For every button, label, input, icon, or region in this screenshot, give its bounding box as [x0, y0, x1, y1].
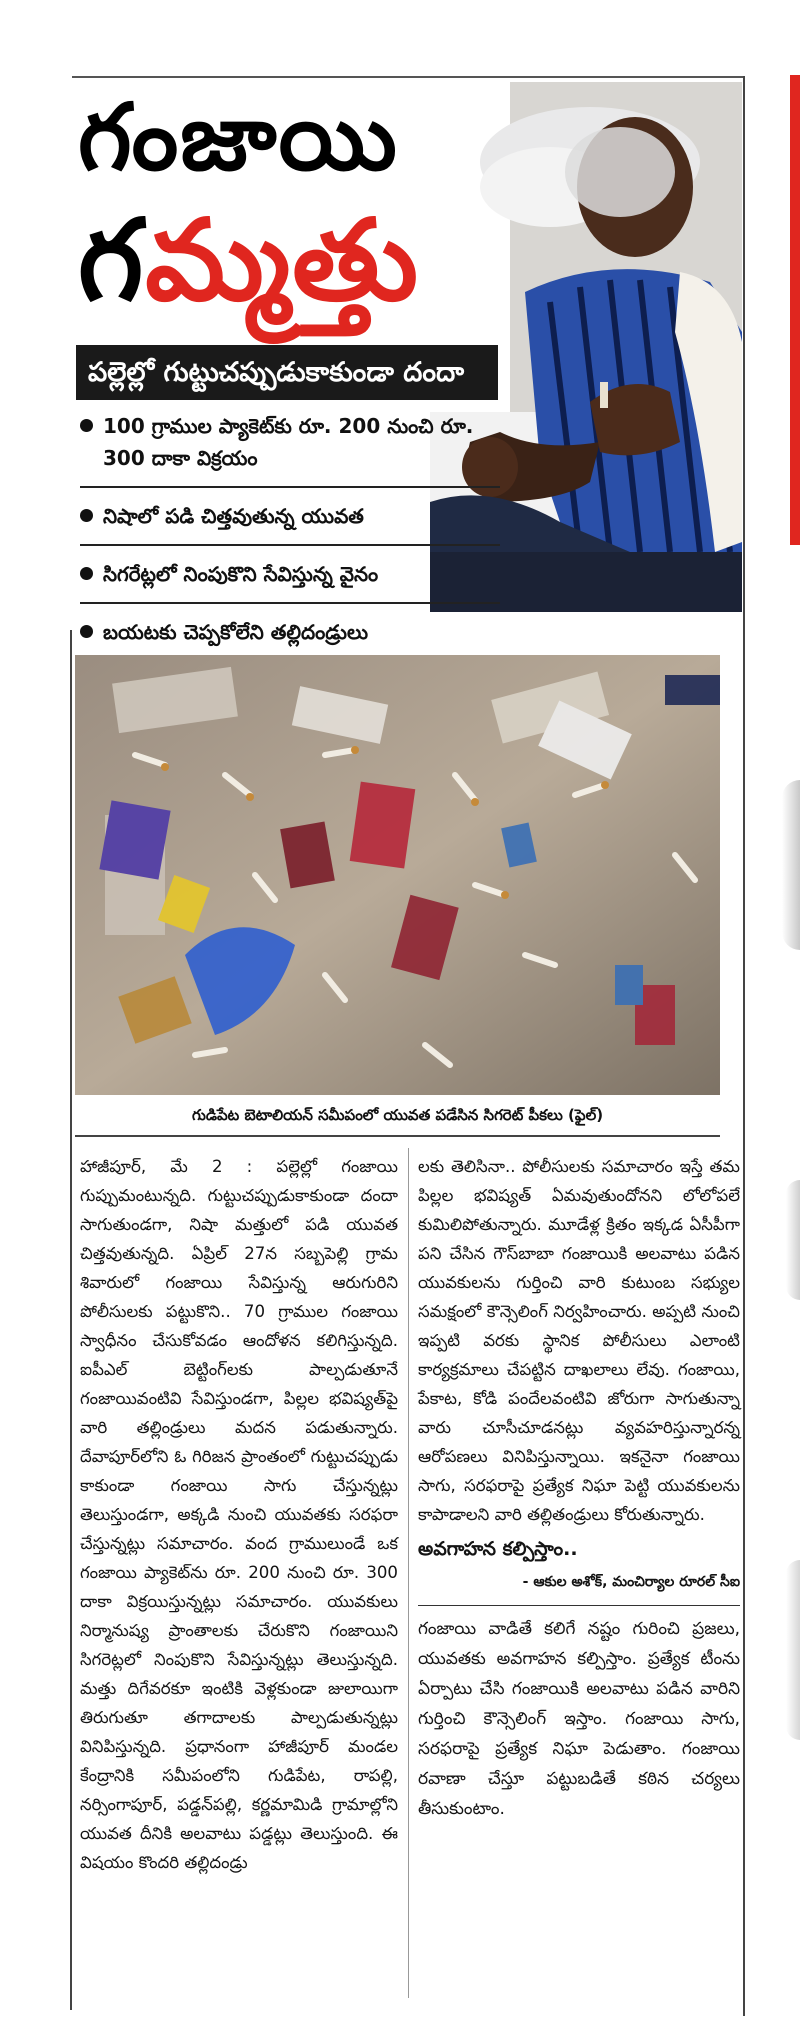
bullet-icon — [80, 625, 93, 638]
sidebar-divider — [418, 1605, 740, 1606]
highlight-text: 100 గ్రాముల ప్యాకెట్‌కు రూ. 200 నుంచి రూ. 300 దాకా విక్రయం — [103, 414, 474, 470]
subheadline: పల్లెల్లో గుట్టుచప్పుడుకాకుండా దందా — [76, 345, 498, 400]
right-border — [743, 76, 745, 2016]
sidebar-heading: అవగాహన కల్పిస్తాం.. — [418, 1538, 578, 1560]
divider — [80, 544, 500, 546]
photo-caption: గుడిపేట బెటాలియన్ సమీపంలో యువత పడేసిన సిగరెట్ పీకలు (ఫైల్) — [191, 1106, 604, 1124]
divider — [80, 486, 500, 488]
highlight-text: సిగరేట్లలో నింపుకొని సేవిస్తున్న వైనం — [103, 562, 379, 586]
headline-line2-black: గ — [78, 196, 146, 326]
page-edge-shadow — [786, 1560, 800, 1740]
article-body: హాజీపూర్, మే 2 : పల్లెల్లో గంజాయి గుప్పుమంటున్నది. గుట్టుచప్పుడుకాకుండా దందా సాగుతుండగా, నిషా మత్తులో పడి యువత చిత్తవుతున్నది. ఏప్రిల్ 27న సబ్బపెల్లి గ్రామ శివారులో గంజాయి సేవిస్తున్న ఆరుగురిని పోలీసులకు పట్టుకొని.. 70 గ్రాముల గంజాయి స్వాధీనం చేసుకోవడం ఆందోళన కలిగిస్తున్నది. ఐపీఎల్ బెట్టింగ్‌లకు పాల్పడుతూనే గంజాయివంటివి సేవిస్తుండగా, పిల్లల భవిష్యత్‌పై వారి తల్లిండ్రులు మదన పడుతున్నారు. దేవాపూర్‌లోని ఓ గిరిజన ప్రాంతంలో గుట్టుచప్పుడు కాకుండా గంజాయి సాగు చేస్తున్నట్లు తెలుస్తుండగా, అక్కడి నుంచి యువతకు సరఫరా చేస్తున్నట్లు సమాచారం. వంద గ్రాములుండే ఒక గంజాయి ప్యాకెట్‌ను రూ. 200 నుంచి రూ. 300 దాకా విక్రయిస్తున్నట్లు సమాచారం. యువకులు నిర్మానుష్య ప్రాంతాలకు చేరుకొని గంజాయిని సిగరెట్లలో నింపుకొని సేవిస్తున్నట్లు తెలుస్తున్నది. మత్తు దిగేవరకూ ఇంటికి వెళ్లకుండా జులాయిగా తిరుగుతూ తగాదాలకు పాల్పడుతున్నట్లు వినిపిస్తున్నది. ప్రధానంగా హాజీపూర్ మండల కేంద్రానికి సమీపంలోని గుడిపేట, రాపల్లి, నర్సింగాపూర్, పడ్డన్‌పల్లి, కర్ణమామిడి గ్రామాల్లోని యువత దీనికి అలవాటు పడ్డట్లు తెలుస్తుంది. ఈ విషయం కొందరి తల్లిదండ్రు — [80, 1157, 398, 1872]
article-column-left — [80, 1152, 398, 1877]
divider — [80, 602, 500, 604]
highlight-text: నిషాలో పడి చిత్తవుతున్న యువత — [103, 504, 364, 528]
caption-divider — [75, 1135, 720, 1137]
sidebar-byline: - ఆకుల అశోక్, మంచిర్యాల రూరల్ సీఐ — [522, 1574, 740, 1590]
sidebar-quote: గంజాయి వాడితే కలిగే నష్టం గురించి ప్రజలు, యువతకు అవగాహన కల్పిస్తాం. ప్రత్యేక టీంను ఏర్పాటు చేసి గంజాయికి అలవాటు పడిన వారిని గుర్తించి కౌన్సెలింగ్ ఇస్తాం. గంజాయి సాగు, సరఫరాపై ప్రత్యేక నిఘా పెడుతాం. గంజాయి రవాణా చేస్తూ పట్టుబడితే కఠిన చర్యలు తీసుకుంటాం. — [418, 1619, 740, 1819]
highlight-item — [80, 500, 500, 532]
article-column-right — [418, 1152, 740, 1824]
article-body: లకు తెలిసినా.. పోలీసులకు సమాచారం ఇస్తే తమ పిల్లల భవిష్యత్ ఏమవుతుందోనని లోలోపలే కుమిలిపోతున్నారు. మూడేళ్ల క్రితం ఇక్కడ ఏసీపీగా పని చేసిన గౌస్‌బాబా గంజాయికి అలవాటు పడిన యువకులను గుర్తించి వారి కుటుంబ సభ్యుల సమక్షంలో కౌన్సెలింగ్ నిర్వహించారు. అప్పటి నుంచి ఇప్పటి వరకు స్థానిక పోలీసులు ఎలాంటి కార్యక్రమాలు చేపట్టిన దాఖలాలు లేవు. గంజాయి, పేకాట, కోడి పందేలవంటివి జోరుగా సాగుతున్నా వారు చూసీచూడనట్లు వ్యవహరిస్తున్నారన్న ఆరోపణలు వినిపిస్తున్నాయి. ఇకనైనా గంజాయి సాగు, సరఫరాపై ప్రత్యేక నిఘా పెట్టి యువకులను కాపాడాలని వారి తల్లితండ్రులు కోరుతున్నారు. — [418, 1157, 740, 1524]
left-border — [70, 630, 72, 2010]
headline-line2-red: మ్మత్తు — [145, 196, 421, 326]
headline-line1: గంజాయి — [78, 84, 399, 191]
column-divider — [408, 1148, 409, 1998]
headline-line2 — [78, 196, 421, 326]
highlight-item — [80, 616, 500, 648]
bullet-icon — [80, 419, 93, 432]
bullet-icon — [80, 509, 93, 522]
highlight-text: బయటకు చెప్పకోలేని తల్లిదండ్రులు — [103, 620, 369, 644]
page-edge-red-strip — [790, 75, 800, 545]
top-border — [72, 76, 744, 78]
highlight-item — [80, 410, 500, 474]
highlight-item — [80, 558, 500, 590]
page-edge-shadow — [786, 1180, 800, 1300]
bullet-icon — [80, 567, 93, 580]
page-edge-shadow — [782, 780, 800, 950]
cigarette-waste-photo — [75, 655, 720, 1095]
